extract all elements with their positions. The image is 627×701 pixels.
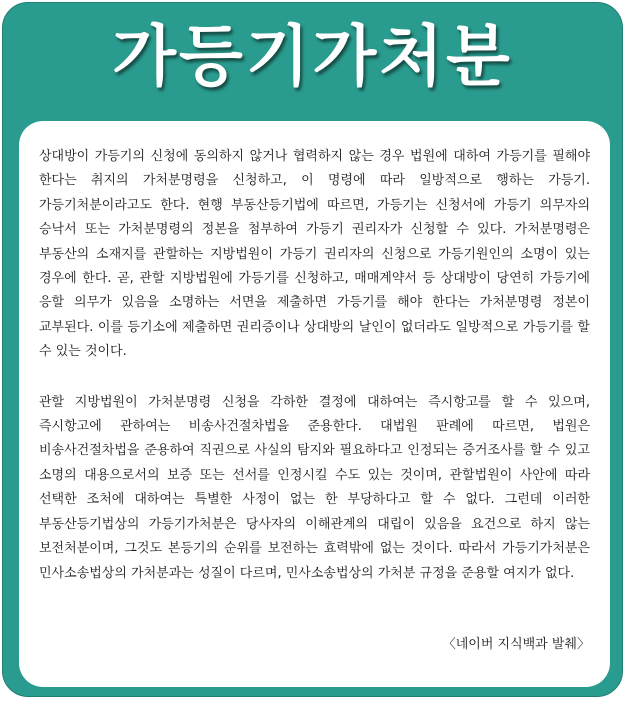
source-citation: 〈네이버 지식백과 발췌〉: [442, 637, 590, 652]
page-title: 가등기가처분: [112, 18, 513, 95]
content-panel: [19, 121, 610, 687]
paragraph-1: 상대방이 가등기의 신청에 동의하지 않거나 협력하지 않는 경우 법원에 대하여 가등기를 필해야 한다는 취지의 가처분명령을 신청하고, 이 명령에 따라 일방적으로 행하는 가등기. 가등기처분이라고도 한다. 현행 부동산등기법에 따르면, 가등기는 신청서에 가등기 의무자의 승낙서 또는 가처분명령의 정본을 첨부하여 가등기 권리자가 신청할 수 있다. 가처분명령은 부동산의 소재지를 관할하는 지방법원이 가등기 권리자의 신청으로 가등기원인의 소명이 있는 경우에 한다. 곧, 관할 지방법원에 가등기를 신청하고, 매매계약서 등 상대방이 당연히 가등기에 응할 의무가 있음을 소명하는 서면을 제출하면 가등기를 해야 한다는 가처분명령 정본이 교부된다. 이를 등기소에 제출하면 권리증이나 상대방의 날인이 없더라도 일방적으로 가등기를 할 수 있는 것이다.: [39, 149, 590, 360]
paragraph-2: 관할 지방법원이 가처분명령 신청을 각하한 결정에 대하여는 즉시항고를 할 수 있으며, 즉시항고에 관하여는 비송사건절차법을 준용한다. 대법원 판례에 따르면, 법원은 비송사건절차법을 준용하여 직권으로 사실의 탐지와 필요하다고 인정되는 증거조사를 할 수 있고 소명의 대용으로서의 보증 또는 선서를 인정시킬 수도 있는 것이며, 관할법원이 사안에 따라 선택한 조처에 대하여는 특별한 사정이 없는 한 부당하다고 할 수 없다. 그런데 이러한 부동산등기법상의 가등기가처분은 당사자의 이해관계의 대립이 있음을 요건으로 하지 않는 보전처분이며, 그것도 본등기의 순위를 보전하는 효력밖에 없는 것이다. 따라서 가등기가처분은 민사소송법상의 가처분과는 성질이 다르며, 민사소송법상의 가처분 규정을 준용할 여지가 없다.: [39, 394, 590, 581]
title-frame: [2, 2, 623, 697]
